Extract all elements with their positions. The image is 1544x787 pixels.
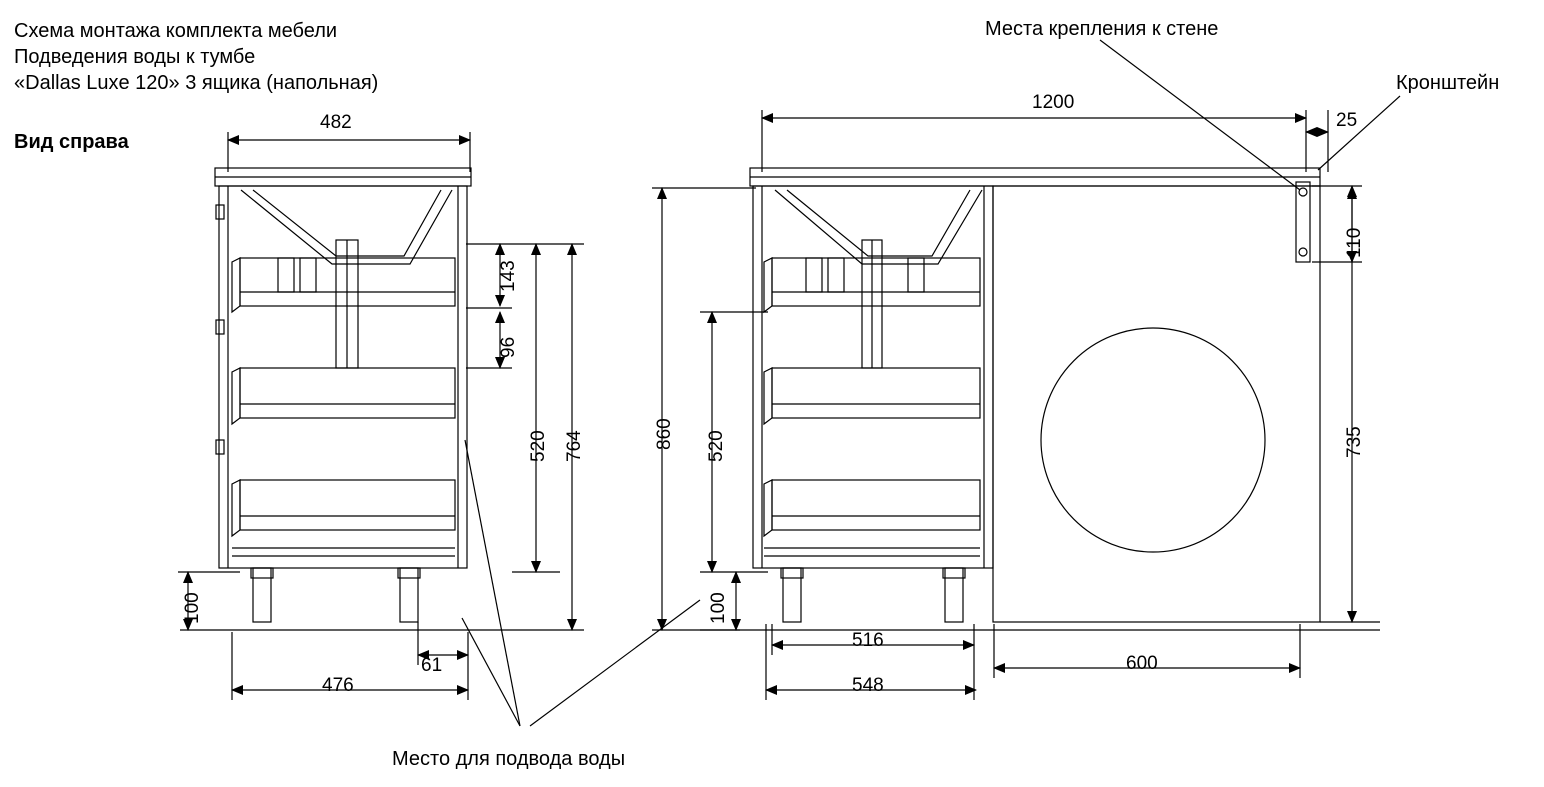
dim-left-143: 143 <box>498 260 519 292</box>
title-line-3: «Dallas Luxe 120» 3 ящика (напольная) <box>14 72 379 94</box>
annotation-water-supply: Место для подвода воды <box>392 748 626 770</box>
title-block <box>14 18 378 96</box>
dim-right-860: 860 <box>654 418 675 450</box>
dim-right-600: 600 <box>1126 653 1158 674</box>
dim-right-110: 110 <box>1344 227 1365 258</box>
dim-left-520: 520 <box>528 430 549 462</box>
title-line-2: Подведения воды к тумбе <box>14 46 256 68</box>
dim-left-61: 61 <box>421 655 443 676</box>
dim-right-548: 548 <box>852 675 884 696</box>
view-label-right: Вид справа <box>14 131 129 153</box>
dim-right-1200: 1200 <box>1032 92 1075 113</box>
dim-right-100: 100 <box>708 592 729 624</box>
dim-left-96: 96 <box>498 336 519 358</box>
dim-right-520: 520 <box>706 430 727 462</box>
dim-right-25: 25 <box>1336 110 1358 131</box>
dim-left-764: 764 <box>564 430 585 462</box>
dim-left-482: 482 <box>320 112 352 133</box>
dim-left-476: 476 <box>322 675 354 696</box>
title-line-1: Схема монтажа комплекта мебели <box>14 20 338 42</box>
annotation-wall-mount: Места крепления к стене <box>985 18 1219 40</box>
annotation-bracket: Кронштейн <box>1396 72 1500 94</box>
dim-right-516: 516 <box>852 630 884 651</box>
dim-left-100: 100 <box>182 592 203 624</box>
dim-right-735: 735 <box>1344 426 1365 458</box>
